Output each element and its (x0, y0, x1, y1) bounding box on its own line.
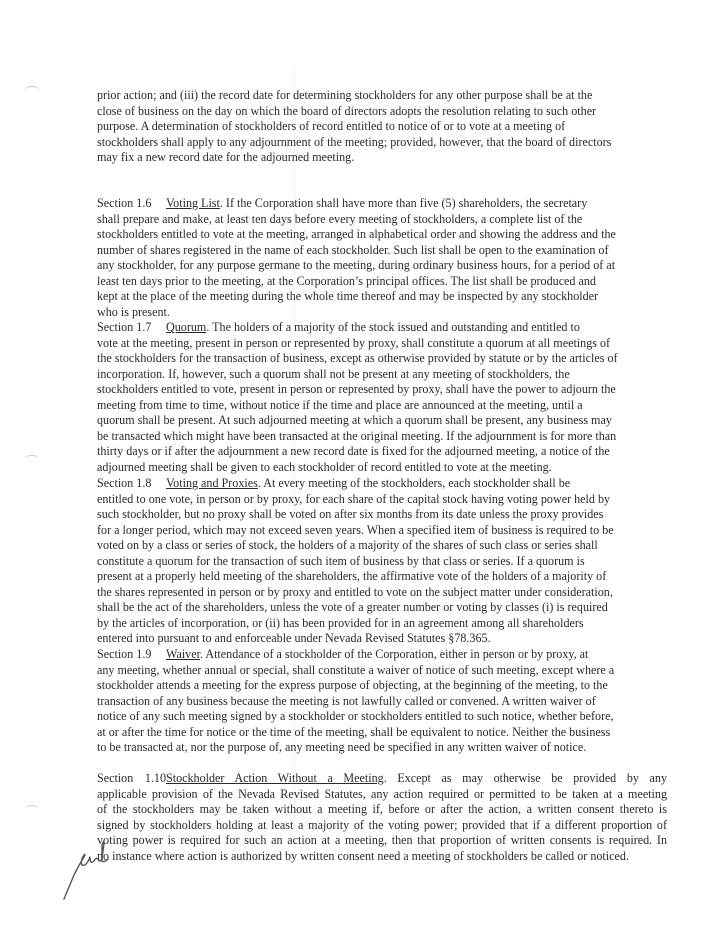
section-heading-line (97, 647, 667, 663)
text-line: stockholder attends a meeting for the express purpose of objecting, at the beginning of the meeting, to the (97, 678, 608, 693)
section-title: Voting List (166, 196, 220, 210)
text-line: signed by stockholders holding at least a majority of the voting power; provided that if a different proportion of (97, 817, 667, 832)
section-1-10 (97, 771, 667, 864)
text-line: who is present. (97, 304, 170, 319)
text-line: any stockholder, for any purpose germane to the meeting, during ordinary business hours, for a period of at (97, 258, 616, 273)
section-heading-line (97, 476, 667, 492)
text-line: incorporation. If, however, such a quorum shall not be present at any meeting of stockholders, the (97, 366, 570, 381)
text-line: any meeting, whether annual or special, shall constitute a waiver of notice of such meeting, except where a (97, 662, 615, 677)
section-number: Section 1.10 (97, 771, 166, 785)
text-line: prior action; and (iii) the record date for determining stockholders for any other purpose shall be at the (97, 88, 593, 102)
section-heading-line (97, 196, 667, 212)
text-line: may fix a new record date for the adjourned meeting. (97, 150, 355, 165)
text-line: be transacted which might have been transacted at the original meeting. If the adjournment is for more than (97, 428, 617, 443)
text-line: vote at the meeting, present in person or represented by proxy, shall constitute a quorum at all meetings of (97, 335, 611, 350)
section-title: Waiver (166, 647, 200, 661)
text-line: notice of any such meeting signed by a stockholder or stockholders entitled to such notice, whether before, (97, 709, 614, 724)
text-line: transaction of any business because the meeting is not lawfully called or convened. A written waiver of (97, 693, 596, 708)
text-line: . Attendance of a stockholder of the Corporation, either in person or by proxy, at (199, 647, 589, 661)
text-line: quorum shall be present. At such adjourned meeting at which a quorum shall be present, any business may (97, 413, 612, 428)
text-line: entered into pursuant to and enforceable under Nevada Revised Statutes §78.365. (97, 631, 491, 646)
text-line: . At every meeting of the stockholders, each stockholder shall be (257, 476, 571, 490)
section-heading-line (97, 771, 667, 787)
section-1-8 (97, 476, 667, 647)
text-line: the shares represented in person or by proxy and entitled to vote on the subject matter under consideration, (97, 584, 613, 599)
section-1-7 (97, 320, 667, 475)
text-line: voting power is required for such an action at a meeting, then that proportion of written consents is required. In (97, 833, 667, 848)
section-number: Section 1.7 (97, 320, 152, 334)
section-title: Quorum (166, 320, 207, 334)
text-line: . If the Corporation shall have more than five (5) shareholders, the secretary (219, 196, 588, 210)
text-line: . The holders of a majority of the stock issued and outstanding and entitled to (206, 320, 580, 334)
section-heading-line (97, 320, 667, 336)
section-number: Section 1.6 (97, 196, 152, 210)
text-line: kept at the place of the meeting during the whole time thereof and may be inspected by any stockholder (97, 289, 599, 304)
text-line: purpose. A determination of stockholders of record entitled to notice of or to vote at a meeting of (97, 119, 566, 134)
binder-hole-mark (24, 86, 40, 95)
text-line: number of shares registered in the name of each stockholder. Such list shall be open to the examination of (97, 242, 609, 257)
text-line: adjourned meeting shall be given to each stockholder of record entitled to vote at the meeting. (97, 459, 552, 474)
text-line: stockholders entitled to vote, present in person or represented by proxy, shall have the power to adjourn the (97, 382, 616, 397)
text-line: to be transacted at, nor the purpose of, any meeting need be specified in any written waiver of notice. (97, 740, 587, 755)
text-line: present at a properly held meeting of the shareholders, the affirmative vote of the holders of a majority of (97, 569, 607, 584)
section-1-9 (97, 647, 667, 756)
text-line: such stockholder, but no proxy shall be voted on after six months from its date unless the proxy provides (97, 507, 604, 522)
text-line: meeting from time to time, without notice if the time and place are announced at the meeting, until a (97, 397, 583, 412)
text-line: . Except as may otherwise be provided by any (383, 771, 667, 785)
section-title: Voting and Proxies (166, 476, 258, 490)
binder-hole-mark (24, 805, 40, 814)
section-number: Section 1.9 (97, 647, 152, 661)
text-line: thirty days or if after the adjournment a new record date is fixed for the adjourned meeting, a notice of the (97, 444, 610, 459)
text-line: at or after the time for notice or the time of the meeting, shall be equivalent to notice. Neither the business (97, 724, 611, 739)
text-line: stockholders entitled to vote at the meeting, arranged in alphabetical order and showing the address and the (97, 227, 616, 242)
section-1-6 (97, 196, 667, 320)
text-line: least ten days prior to the meeting, at the Corporation’s principal offices. The list shall be produced and (97, 273, 596, 288)
text-line: the stockholders for the transaction of business, except as otherwise provided by statute or by the articles of (97, 351, 618, 366)
text-line: no instance where action is authorized by written consent need a meeting of stockholders be called or noticed. (97, 848, 629, 863)
text-line: constitute a quorum for the transaction of such item of business by that class or series. If a quorum is (97, 553, 585, 568)
text-line: of the stockholders may be taken without a meeting if, before or after the action, a written consent thereto is (97, 802, 667, 817)
binder-hole-mark (24, 455, 40, 464)
text-line: for a longer period, which may not exceed seven years. When a specified item of business is required to be (97, 522, 614, 537)
text-line: close of business on the day on which the board of directors adopts the resolution relating to such other (97, 103, 597, 118)
text-line: shall prepare and make, at least ten days before every meeting of stockholders, a complete list of the (97, 211, 583, 226)
intro-paragraph (97, 88, 667, 166)
section-title: Stockholder Action Without a Meeting (166, 771, 384, 785)
signature-initials (60, 835, 120, 905)
text-line: voted on by a class or series of stock, the holders of a majority of the shares of such class or series shall (97, 538, 598, 553)
text-line: by the articles of incorporation, or (ii) has been provided for in an agreement among all shareholders (97, 615, 584, 630)
text-line: shall be the act of the shareholders, unless the vote of a greater number or voting by classes (i) is required (97, 600, 608, 615)
section-number: Section 1.8 (97, 476, 152, 490)
text-line: applicable provision of the Nevada Revised Statutes, any action required or permitted to be taken at a meeting (97, 786, 667, 801)
text-line: stockholders shall apply to any adjournment of the meeting; provided, however, that the board of directors (97, 134, 612, 149)
text-line: entitled to one vote, in person or by proxy, for each share of the capital stock having voting power held by (97, 491, 611, 506)
